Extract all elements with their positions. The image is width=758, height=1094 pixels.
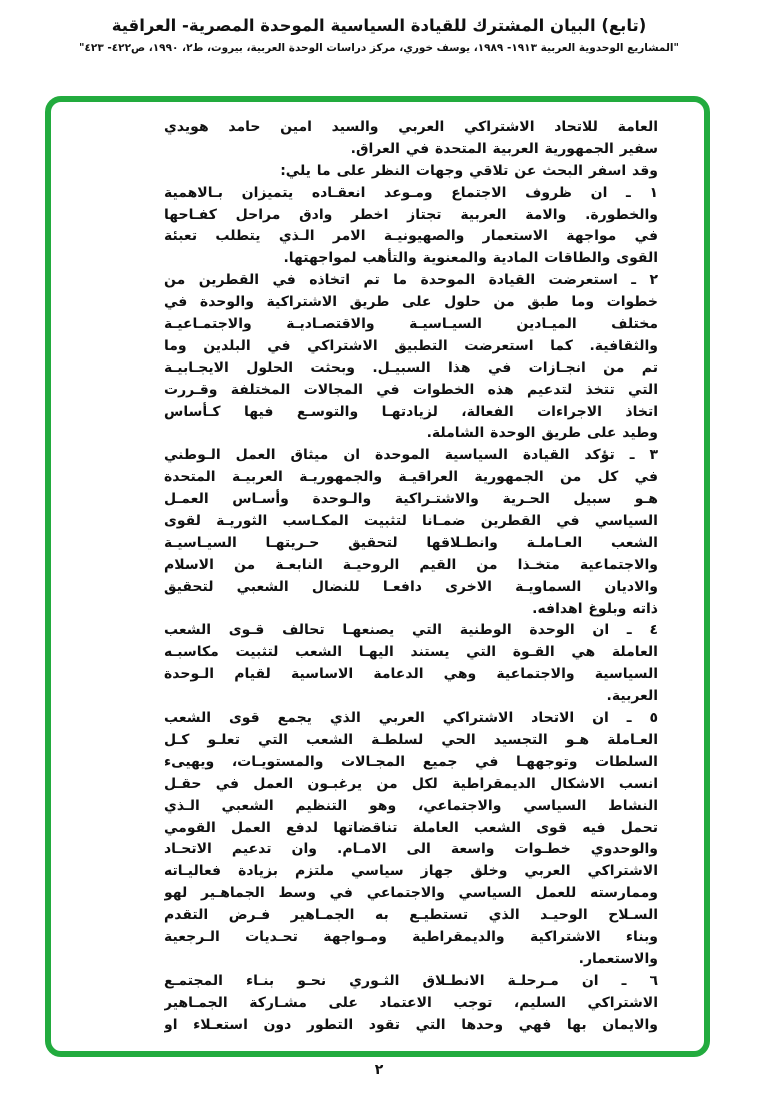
scanned-document-page [0,16,758,1094]
text-line: التي تتخذ لتدعيم هذه الخطوات في المجالات المختلفة وقـررت [164,381,658,398]
page-header [0,16,758,54]
text-line: والثقافية. كما استعرضت التطبيق الاشتراكي في البلدين وما [164,337,658,354]
source-citation: "المشاريع الوحدوية العربية ١٩١٣- ١٩٨٩، يوسف خوري، مركز دراسات الوحدة العربية، بيروت، ط٢، ١٩٩٠، ص٤٢٢- ٤٢٣" [79,42,679,54]
text-line: والايمان بها فهي وحدها التي تقود التطور دون استعـلاء او [164,1016,658,1033]
text-line: ١ ـ ان ظروف الاجتماع ومـوعد انعقـاده يتميزان بـالاهمية [164,184,658,201]
text-line: ٢ ـ استعرضت القيادة الموحدة ما تم اتخاذه في القطرين من [164,272,658,289]
text-line: وممارسته للعمل السياسي والاجتماعي في وسط الجماهـير لهو [164,885,658,902]
text-line: ٤ ـ ان الوحدة الوطنية التي يصنعهـا تحالف قـوى الشعب [164,622,658,639]
text-line: القوى والطاقات المادية والمعنوية والتأهب لمواجهتها. [283,250,658,267]
text-line: السلطات وتوجههـا في جميع المجـالات والمستويـات، ويهيىء [164,753,658,770]
text-line: ٣ ـ تؤكد القيادة السياسية الموحدة ان ميثاق العمل الـوطني [164,447,658,464]
text-line: انسب الاشكال الديمقراطية لكل من يرغبـون العمل في حقـل [164,775,658,792]
text-line: في مواجهة الاستعمار والصهيونيـة الامر الـذي يتطلب تعبئة [164,228,658,245]
text-line: اتخاذ الاجراءات الفعالة، لزيادتهـا والتوسـع فيها كـأساس [164,403,658,420]
text-line: سفير الجمهورية العربية المتحدة في العراق. [350,140,658,157]
text-line: العامة للاتحاد الاشتراكي العربي والسيد امين حامد هويدي [164,119,658,135]
text-line: السـلاح الوحيـد الذي تستطيـع به الجمـاهير فـرض التقدم [164,907,658,924]
text-line: مختلف الميـادين السيـاسيـة والاقتصـاديـة والاجتمـاعيـة [164,316,658,333]
document-text [164,117,658,1036]
text-line: وطيد على طريق الوحدة الشاملة. [426,425,658,442]
text-line: هـو سبيل الحـرية والاشتـراكية والـوحدة وأسـاس العمـل [164,491,658,508]
text-line: وبناء الاشتراكية والديمقراطية ومـواجهة تحـديات الـرجعية [164,928,658,945]
text-line: ٥ ـ ان الاتحاد الاشتراكي العربي الذي يجمع قوى الشعب [164,710,658,727]
text-line: والاديان السماويـة الاخرى دافعـا للنضال الشعبي لتحقيق [164,578,658,595]
text-line: والاستعمار. [578,950,658,967]
text-line: السياسي في القطرين ضمـانا لتثبيت المكـاسب الثوريـة لقوى [164,513,658,530]
text-line: السياسية والاجتماعية وهي الدعامة الاساسية لقيام الـوحدة [164,666,658,683]
text-line: والوحدوي خطـوات واسعة الى الامـام. وان تدعيم الاتحـاد [164,841,658,858]
document-title: (تابع) البيان المشترك للقيادة السياسية الموحدة المصرية- العراقية [111,16,647,35]
text-line: العاملة هي القـوة التي يستند اليهـا الشعب لتثبيت مكاسبـه [164,644,658,661]
text-line: خطوات وما طبق من حلول على طريق الاشتراكية والوحدة في [164,294,658,311]
text-line: ٦ ـ ان مـرحلـة الانطـلاق الثـوري نحـو بنـاء المجتمـع [164,972,658,989]
text-line: ذاته وبلوغ اهدافه. [532,600,658,617]
text-line: الاشتراكي العربي وخلق جهاز سياسي ملتزم بزيادة فعاليـاته [164,863,658,880]
text-line: والاجتماعية متخـذا من القيم الروحيـة النابعـة من الاسلام [164,556,658,573]
text-line: العربية. [606,688,658,705]
text-line: العـاملة هـو التجسيد الحي لسلطـة الشعب التي تعلـو كـل [164,731,658,748]
text-line: في كل من الجمهورية العراقيـة والجمهوريـة العربيـة المتحدة [164,469,658,486]
text-line: الشعب العـاملـة وانطـلاقها لتحقيق حـريتهـا السيـاسيـة [164,534,658,551]
text-line: النشاط السياسي والاجتماعي، وهو التنظيم الشعبي الـذي [164,797,658,814]
text-line: الاشتراكي السليم، توجب الاعتماد على مشـاركة الجمـاهير [164,994,658,1011]
document-frame [45,96,710,1057]
text-line: وقد اسفر البحث عن تلاقي وجهات النظر على ما يلي: [280,162,658,179]
text-line: والخطورة. والامة العربية تجتاز اخطر وادق مراحل كفـاحها [164,206,658,223]
text-line: تم من انجـازات في هذا السبيـل. وبحثت الحلول الايجـابيـة [164,359,658,376]
text-line: تحمل فيه قوى الشعب العاملة تناقضاتها لدفع العمل القومي [164,819,658,836]
page-number: ٢ [374,1062,384,1078]
